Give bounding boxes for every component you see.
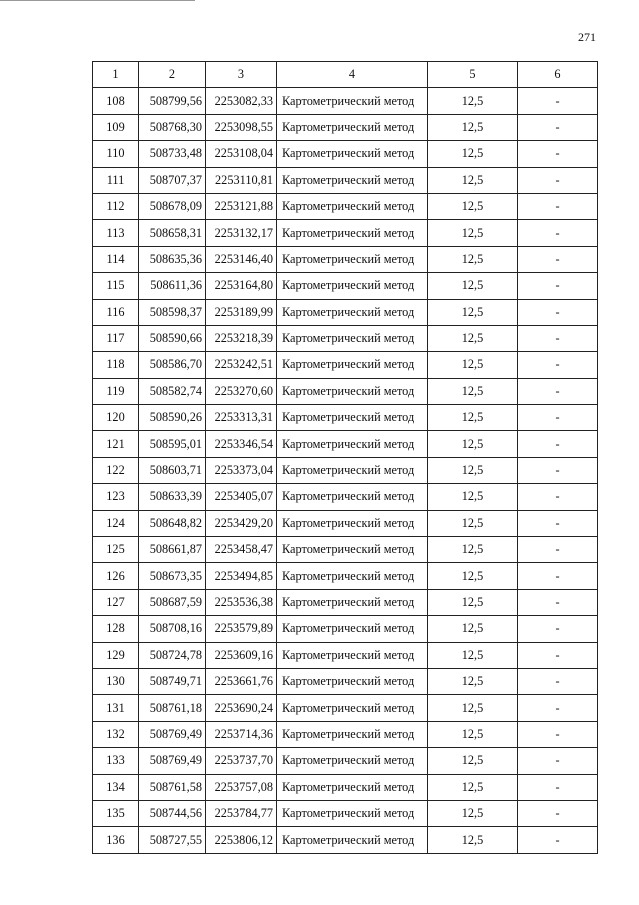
- accuracy-cell: 12,5: [428, 405, 518, 431]
- note-cell: -: [518, 721, 598, 747]
- point-number-cell: 129: [93, 642, 139, 668]
- y-coordinate-cell: 2253132,17: [206, 220, 277, 246]
- table-row: [93, 378, 598, 404]
- header-cell-4: 4: [277, 62, 428, 88]
- x-coordinate-cell: 508733,48: [139, 141, 206, 167]
- point-number-cell: 122: [93, 457, 139, 483]
- table-row: [93, 193, 598, 219]
- x-coordinate-cell: 508661,87: [139, 537, 206, 563]
- y-coordinate-cell: 2253082,33: [206, 88, 277, 114]
- table-row: [93, 88, 598, 114]
- table-row: [93, 616, 598, 642]
- note-cell: -: [518, 378, 598, 404]
- x-coordinate-cell: 508744,56: [139, 800, 206, 826]
- accuracy-cell: 12,5: [428, 563, 518, 589]
- point-number-cell: 119: [93, 378, 139, 404]
- method-cell: Картометрический метод: [277, 193, 428, 219]
- method-cell: Картометрический метод: [277, 827, 428, 853]
- accuracy-cell: 12,5: [428, 141, 518, 167]
- method-cell: Картометрический метод: [277, 246, 428, 272]
- x-coordinate-cell: 508724,78: [139, 642, 206, 668]
- method-cell: Картометрический метод: [277, 748, 428, 774]
- accuracy-cell: 12,5: [428, 800, 518, 826]
- y-coordinate-cell: 2253313,31: [206, 405, 277, 431]
- y-coordinate-cell: 2253346,54: [206, 431, 277, 457]
- table-row: [93, 721, 598, 747]
- point-number-cell: 115: [93, 273, 139, 299]
- method-cell: Картометрический метод: [277, 563, 428, 589]
- note-cell: -: [518, 827, 598, 853]
- method-cell: Картометрический метод: [277, 774, 428, 800]
- point-number-cell: 111: [93, 167, 139, 193]
- y-coordinate-cell: 2253242,51: [206, 352, 277, 378]
- note-cell: -: [518, 325, 598, 351]
- table-row: [93, 695, 598, 721]
- method-cell: Картометрический метод: [277, 141, 428, 167]
- y-coordinate-cell: 2253189,99: [206, 299, 277, 325]
- note-cell: -: [518, 695, 598, 721]
- method-cell: Картометрический метод: [277, 721, 428, 747]
- table-row: [93, 167, 598, 193]
- method-cell: Картометрический метод: [277, 325, 428, 351]
- point-number-cell: 114: [93, 246, 139, 272]
- point-number-cell: 132: [93, 721, 139, 747]
- point-number-cell: 123: [93, 484, 139, 510]
- accuracy-cell: 12,5: [428, 325, 518, 351]
- table-row: [93, 220, 598, 246]
- note-cell: -: [518, 589, 598, 615]
- x-coordinate-cell: 508761,18: [139, 695, 206, 721]
- table-row: [93, 642, 598, 668]
- method-cell: Картометрический метод: [277, 695, 428, 721]
- accuracy-cell: 12,5: [428, 431, 518, 457]
- point-number-cell: 130: [93, 668, 139, 694]
- x-coordinate-cell: 508678,09: [139, 193, 206, 219]
- point-number-cell: 128: [93, 616, 139, 642]
- method-cell: Картометрический метод: [277, 352, 428, 378]
- table-row: [93, 800, 598, 826]
- note-cell: -: [518, 167, 598, 193]
- note-cell: -: [518, 273, 598, 299]
- y-coordinate-cell: 2253458,47: [206, 537, 277, 563]
- x-coordinate-cell: 508598,37: [139, 299, 206, 325]
- accuracy-cell: 12,5: [428, 220, 518, 246]
- x-coordinate-cell: 508603,71: [139, 457, 206, 483]
- header-cell-5: 5: [428, 62, 518, 88]
- point-number-cell: 134: [93, 774, 139, 800]
- y-coordinate-cell: 2253098,55: [206, 114, 277, 140]
- y-coordinate-cell: 2253757,08: [206, 774, 277, 800]
- table-row: [93, 827, 598, 853]
- point-number-cell: 125: [93, 537, 139, 563]
- method-cell: Картометрический метод: [277, 484, 428, 510]
- accuracy-cell: 12,5: [428, 537, 518, 563]
- x-coordinate-cell: 508707,37: [139, 167, 206, 193]
- method-cell: Картометрический метод: [277, 220, 428, 246]
- accuracy-cell: 12,5: [428, 642, 518, 668]
- y-coordinate-cell: 2253164,80: [206, 273, 277, 299]
- accuracy-cell: 12,5: [428, 299, 518, 325]
- note-cell: -: [518, 431, 598, 457]
- table-row: [93, 325, 598, 351]
- point-number-cell: 108: [93, 88, 139, 114]
- note-cell: -: [518, 114, 598, 140]
- table-row: [93, 537, 598, 563]
- note-cell: -: [518, 800, 598, 826]
- y-coordinate-cell: 2253146,40: [206, 246, 277, 272]
- top-rule: [0, 0, 195, 1]
- method-cell: Картометрический метод: [277, 431, 428, 457]
- x-coordinate-cell: 508633,39: [139, 484, 206, 510]
- method-cell: Картометрический метод: [277, 114, 428, 140]
- table-row: [93, 431, 598, 457]
- accuracy-cell: 12,5: [428, 721, 518, 747]
- table-row: [93, 563, 598, 589]
- note-cell: -: [518, 141, 598, 167]
- table-row: [93, 299, 598, 325]
- x-coordinate-cell: 508769,49: [139, 748, 206, 774]
- table-body: [93, 62, 598, 854]
- method-cell: Картометрический метод: [277, 457, 428, 483]
- accuracy-cell: 12,5: [428, 668, 518, 694]
- point-number-cell: 112: [93, 193, 139, 219]
- x-coordinate-cell: 508658,31: [139, 220, 206, 246]
- y-coordinate-cell: 2253494,85: [206, 563, 277, 589]
- accuracy-cell: 12,5: [428, 774, 518, 800]
- table-row: [93, 246, 598, 272]
- y-coordinate-cell: 2253579,89: [206, 616, 277, 642]
- page-number: 271: [578, 30, 596, 44]
- table-row: [93, 141, 598, 167]
- x-coordinate-cell: 508768,30: [139, 114, 206, 140]
- note-cell: -: [518, 457, 598, 483]
- method-cell: Картометрический метод: [277, 88, 428, 114]
- point-number-cell: 118: [93, 352, 139, 378]
- accuracy-cell: 12,5: [428, 510, 518, 536]
- note-cell: -: [518, 563, 598, 589]
- y-coordinate-cell: 2253429,20: [206, 510, 277, 536]
- accuracy-cell: 12,5: [428, 352, 518, 378]
- point-number-cell: 110: [93, 141, 139, 167]
- y-coordinate-cell: 2253690,24: [206, 695, 277, 721]
- x-coordinate-cell: 508635,36: [139, 246, 206, 272]
- accuracy-cell: 12,5: [428, 484, 518, 510]
- note-cell: -: [518, 220, 598, 246]
- note-cell: -: [518, 405, 598, 431]
- y-coordinate-cell: 2253121,88: [206, 193, 277, 219]
- method-cell: Картометрический метод: [277, 642, 428, 668]
- y-coordinate-cell: 2253218,39: [206, 325, 277, 351]
- accuracy-cell: 12,5: [428, 616, 518, 642]
- y-coordinate-cell: 2253737,70: [206, 748, 277, 774]
- y-coordinate-cell: 2253405,07: [206, 484, 277, 510]
- x-coordinate-cell: 508611,36: [139, 273, 206, 299]
- note-cell: -: [518, 484, 598, 510]
- table-row: [93, 510, 598, 536]
- method-cell: Картометрический метод: [277, 299, 428, 325]
- accuracy-cell: 12,5: [428, 246, 518, 272]
- accuracy-cell: 12,5: [428, 114, 518, 140]
- point-number-cell: 135: [93, 800, 139, 826]
- method-cell: Картометрический метод: [277, 405, 428, 431]
- table-row: [93, 457, 598, 483]
- note-cell: -: [518, 299, 598, 325]
- accuracy-cell: 12,5: [428, 589, 518, 615]
- table-row: [93, 352, 598, 378]
- note-cell: -: [518, 668, 598, 694]
- x-coordinate-cell: 508595,01: [139, 431, 206, 457]
- point-number-cell: 113: [93, 220, 139, 246]
- accuracy-cell: 12,5: [428, 88, 518, 114]
- header-cell-3: 3: [206, 62, 277, 88]
- y-coordinate-cell: 2253110,81: [206, 167, 277, 193]
- method-cell: Картометрический метод: [277, 537, 428, 563]
- point-number-cell: 116: [93, 299, 139, 325]
- x-coordinate-cell: 508590,66: [139, 325, 206, 351]
- x-coordinate-cell: 508590,26: [139, 405, 206, 431]
- accuracy-cell: 12,5: [428, 695, 518, 721]
- y-coordinate-cell: 2253714,36: [206, 721, 277, 747]
- table-row: [93, 774, 598, 800]
- y-coordinate-cell: 2253806,12: [206, 827, 277, 853]
- note-cell: -: [518, 510, 598, 536]
- y-coordinate-cell: 2253373,04: [206, 457, 277, 483]
- accuracy-cell: 12,5: [428, 378, 518, 404]
- x-coordinate-cell: 508708,16: [139, 616, 206, 642]
- accuracy-cell: 12,5: [428, 273, 518, 299]
- note-cell: -: [518, 193, 598, 219]
- method-cell: Картометрический метод: [277, 616, 428, 642]
- x-coordinate-cell: 508687,59: [139, 589, 206, 615]
- point-number-cell: 133: [93, 748, 139, 774]
- table-row: [93, 748, 598, 774]
- method-cell: Картометрический метод: [277, 378, 428, 404]
- method-cell: Картометрический метод: [277, 273, 428, 299]
- accuracy-cell: 12,5: [428, 457, 518, 483]
- point-number-cell: 131: [93, 695, 139, 721]
- y-coordinate-cell: 2253108,04: [206, 141, 277, 167]
- note-cell: -: [518, 537, 598, 563]
- accuracy-cell: 12,5: [428, 193, 518, 219]
- table-row: [93, 114, 598, 140]
- header-cell-6: 6: [518, 62, 598, 88]
- x-coordinate-cell: 508582,74: [139, 378, 206, 404]
- table-row: [93, 273, 598, 299]
- method-cell: Картометрический метод: [277, 589, 428, 615]
- x-coordinate-cell: 508761,58: [139, 774, 206, 800]
- method-cell: Картометрический метод: [277, 668, 428, 694]
- point-number-cell: 126: [93, 563, 139, 589]
- y-coordinate-cell: 2253784,77: [206, 800, 277, 826]
- note-cell: -: [518, 352, 598, 378]
- point-number-cell: 136: [93, 827, 139, 853]
- x-coordinate-cell: 508727,55: [139, 827, 206, 853]
- header-cell-1: 1: [93, 62, 139, 88]
- table-row: [93, 589, 598, 615]
- point-number-cell: 109: [93, 114, 139, 140]
- y-coordinate-cell: 2253609,16: [206, 642, 277, 668]
- table-header-row: [93, 62, 598, 88]
- note-cell: -: [518, 748, 598, 774]
- x-coordinate-cell: 508586,70: [139, 352, 206, 378]
- coordinates-table: [92, 61, 598, 854]
- x-coordinate-cell: 508648,82: [139, 510, 206, 536]
- method-cell: Картометрический метод: [277, 800, 428, 826]
- point-number-cell: 127: [93, 589, 139, 615]
- x-coordinate-cell: 508769,49: [139, 721, 206, 747]
- point-number-cell: 117: [93, 325, 139, 351]
- table-row: [93, 405, 598, 431]
- note-cell: -: [518, 616, 598, 642]
- note-cell: -: [518, 642, 598, 668]
- y-coordinate-cell: 2253270,60: [206, 378, 277, 404]
- method-cell: Картометрический метод: [277, 167, 428, 193]
- table-row: [93, 484, 598, 510]
- note-cell: -: [518, 88, 598, 114]
- note-cell: -: [518, 246, 598, 272]
- table-row: [93, 668, 598, 694]
- point-number-cell: 121: [93, 431, 139, 457]
- note-cell: -: [518, 774, 598, 800]
- point-number-cell: 120: [93, 405, 139, 431]
- accuracy-cell: 12,5: [428, 167, 518, 193]
- header-cell-2: 2: [139, 62, 206, 88]
- x-coordinate-cell: 508799,56: [139, 88, 206, 114]
- method-cell: Картометрический метод: [277, 510, 428, 536]
- accuracy-cell: 12,5: [428, 827, 518, 853]
- accuracy-cell: 12,5: [428, 748, 518, 774]
- y-coordinate-cell: 2253536,38: [206, 589, 277, 615]
- x-coordinate-cell: 508749,71: [139, 668, 206, 694]
- point-number-cell: 124: [93, 510, 139, 536]
- y-coordinate-cell: 2253661,76: [206, 668, 277, 694]
- x-coordinate-cell: 508673,35: [139, 563, 206, 589]
